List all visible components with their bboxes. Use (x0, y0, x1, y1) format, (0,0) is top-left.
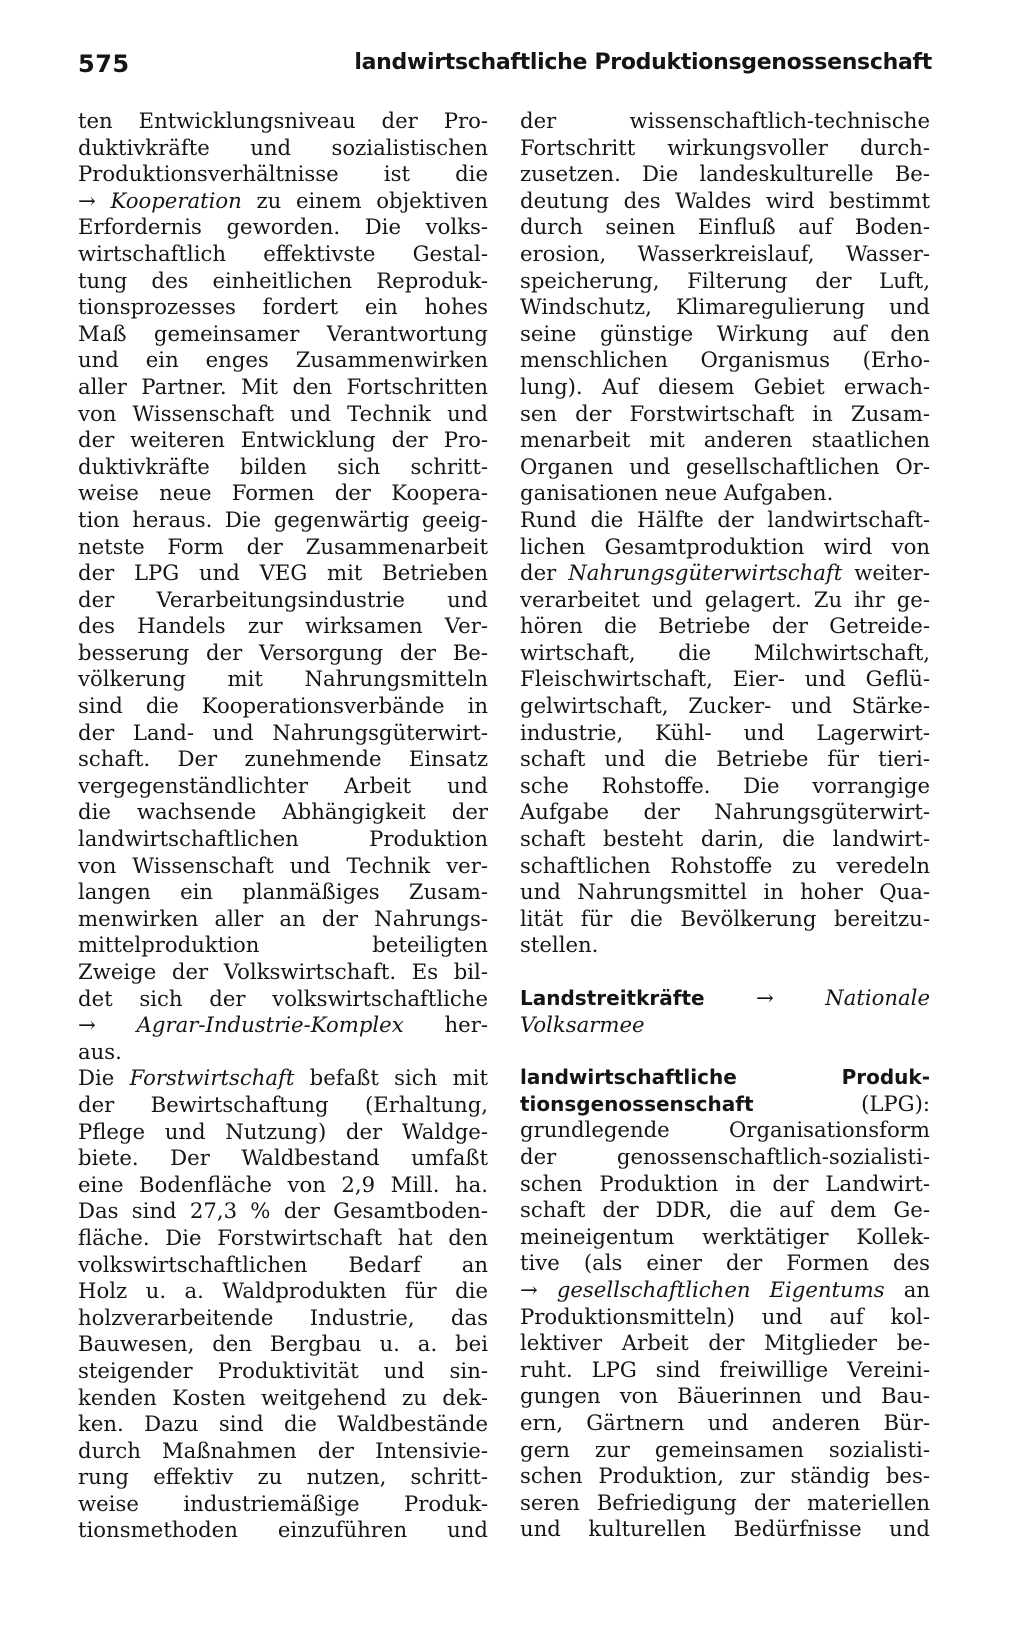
text-line: durch seinen Einfluß auf Boden- (520, 214, 930, 240)
cross-reference-arrow-icon: → (756, 985, 774, 1010)
text-line: erosion, Wasserkreislauf, Wasser- (520, 240, 930, 266)
text-line: sind die Kooperationsverbände in (78, 693, 488, 719)
text-line: mittelproduktion beteiligten (78, 932, 488, 958)
text-line: schaft. Der zunehmende Einsatz (78, 746, 488, 772)
text-line: völkerung mit Nahrungsmitteln (78, 666, 488, 692)
text-line: der Verarbeitungsindustrie und (78, 586, 488, 612)
text-line: der wissenschaftlich-technische (520, 108, 930, 133)
text-line: menschlichen Organismus (Erho- (520, 347, 930, 373)
text-line: Fleischwirtschaft, Eier- und Geflü- (520, 666, 930, 692)
text-fragment: Die (78, 1065, 115, 1091)
text-line: durch Maßnahmen der Intensivie- (78, 1437, 488, 1463)
cross-reference-link[interactable]: Volksarmee (520, 1011, 645, 1037)
text-fragment: zu einem objektiven (256, 187, 488, 213)
text-line: gungen von Bäuerinnen und Bau- (520, 1383, 930, 1409)
text-line: meineigentum werktätiger Kollek- (520, 1223, 930, 1249)
text-line: kenden Kosten weitgehend zu dek- (78, 1384, 488, 1410)
text-line: eine Bodenfläche von 2,9 Mill. ha. (78, 1171, 488, 1197)
text-line: lung). Auf diesem Gebiet erwach- (520, 373, 930, 399)
cross-reference-arrow-icon: → (78, 187, 96, 213)
text-line: lität für die Bevölkerung bereitzu- (520, 905, 930, 931)
text-line: tionsmethoden einzuführen und (78, 1517, 488, 1543)
text-fragment: an (903, 1276, 930, 1302)
text-line: ern, Gärtnern und anderen Bür- (520, 1409, 930, 1435)
text-line (520, 560, 930, 587)
text-line: deutung des Waldes wird bestimmt (520, 187, 930, 213)
entry-abbreviation: (LPG): (861, 1090, 930, 1116)
text-line: Erfordernis geworden. Die volks- (78, 214, 488, 240)
entry-headword: Landstreitkräfte (520, 986, 705, 1010)
text-line: lektiver Arbeit der Mitglieder be- (520, 1330, 930, 1356)
text-line: Maß gemeinsamer Verantwortung (78, 320, 488, 346)
text-line: schaft der DDR, die auf dem Ge- (520, 1197, 930, 1223)
text-line: zusetzen. Die landeskulturelle Be- (520, 161, 930, 187)
text-line: seren Befriedigung der materiellen (520, 1489, 930, 1515)
text-line: und ein enges Zusammenwirken (78, 347, 488, 373)
emphasized-term: Nahrungsgüterwirtschaft (568, 560, 843, 586)
text-line: der Bewirtschaftung (Erhaltung, (78, 1091, 488, 1117)
text-line: Holz u. a. Waldprodukten für die (78, 1278, 488, 1304)
text-line: der Land- und Nahrungsgüterwirt- (78, 719, 488, 745)
text-line: netste Form der Zusammenarbeit (78, 533, 488, 559)
text-line: tung des einheitlichen Reproduk- (78, 267, 488, 293)
text-line: schen Produktion, zur ständig bes- (520, 1463, 930, 1489)
entry-headword-line (520, 1064, 930, 1091)
running-head: landwirtschaftliche Produktionsgenossenschaft (354, 50, 932, 75)
text-line: landwirtschaftlichen Produktion (78, 826, 488, 852)
text-line: lichen Gesamtproduktion wird von (520, 533, 930, 559)
text-line: det sich der volkswirtschaftliche (78, 985, 488, 1011)
entry-headword: Produk- (841, 1065, 930, 1090)
text-line: Organen und gesellschaftlichen Or- (520, 453, 930, 479)
text-line: speicherung, Filterung der Luft, (520, 267, 930, 293)
text-line: tive (als einer der Formen des (520, 1250, 930, 1276)
text-line: fläche. Die Forstwirtschaft hat den (78, 1224, 488, 1250)
text-line: langen ein planmäßiges Zusam- (78, 879, 488, 905)
text-line: duktivkräfte bilden sich schritt- (78, 453, 488, 479)
text-line: und kulturellen Bedürfnisse und (520, 1516, 930, 1542)
text-line: biete. Der Waldbestand umfaßt (78, 1145, 488, 1171)
text-line: besserung der Versorgung der Be- (78, 639, 488, 665)
emphasized-term: Forstwirtschaft (129, 1065, 295, 1091)
text-line: ten Entwicklungsniveau der Pro- (78, 108, 488, 133)
text-line: Windschutz, Klimaregulierung und (520, 294, 930, 320)
text-line: hören die Betriebe der Getreide- (520, 613, 930, 639)
text-line: industrie, Kühl- und Lagerwirt- (520, 719, 930, 745)
text-line: sche Rohstoffe. Die vorrangige (520, 772, 930, 798)
text-line: grundlegende Organisationsform (520, 1117, 930, 1143)
text-line: ganisationen neue Aufgaben. (520, 480, 834, 506)
text-line: tionsprozesses fordert ein hohes (78, 294, 488, 320)
text-line: aller Partner. Mit den Fortschritten (78, 373, 488, 399)
text-line: und Nahrungsmittel in hoher Qua- (520, 879, 930, 905)
text-line: Produktionsverhältnisse ist die (78, 161, 488, 187)
cross-reference-arrow-icon: → (78, 1012, 96, 1038)
cross-reference-link[interactable]: gesellschaftlichen Eigentums (556, 1276, 885, 1302)
right-column (520, 108, 930, 1543)
text-line: seine günstige Wirkung auf den (520, 320, 930, 346)
text-line: schen Produktion in der Landwirt- (520, 1170, 930, 1196)
text-fragment: weiter- (854, 560, 930, 586)
text-line (520, 1277, 930, 1304)
text-line: Rund die Hälfte der landwirtschaft- (520, 506, 930, 532)
cross-reference-link[interactable]: Nationale (825, 985, 930, 1010)
text-line: der genossenschaftlich-sozialisti- (520, 1143, 930, 1169)
text-line: Pflege und Nutzung) der Waldge- (78, 1118, 488, 1144)
text-line: der LPG und VEG mit Betrieben (78, 560, 488, 586)
text-line: volkswirtschaftlichen Bedarf an (78, 1251, 488, 1277)
text-line: ken. Dazu sind die Waldbestände (78, 1411, 488, 1437)
text-line (78, 1065, 488, 1092)
text-line: duktivkräfte und sozialistischen (78, 134, 488, 160)
cross-reference-arrow-icon: → (520, 1276, 538, 1302)
text-line: von Wissenschaft und Technik ver- (78, 852, 488, 878)
text-line: stellen. (520, 932, 599, 958)
text-line: gelwirtschaft, Zucker- und Stärke- (520, 693, 930, 719)
text-line: der weiteren Entwicklung der Pro- (78, 427, 488, 453)
text-line: die wachsende Abhängigkeit der (78, 799, 488, 825)
text-line: menwirken aller an der Nahrungs- (78, 905, 488, 931)
text-line: schaftlichen Rohstoffe zu veredeln (520, 852, 930, 878)
text-line: weise neue Formen der Koopera- (78, 480, 488, 506)
text-line: Das sind 27,3 % der Gesamtboden- (78, 1198, 488, 1224)
text-line: schaft besteht darin, die landwirt- (520, 826, 930, 852)
text-line: tion heraus. Die gegenwärtig geeig- (78, 506, 488, 532)
entry-headword: landwirtschaftliche (520, 1065, 737, 1090)
text-line: verarbeitet und gelagert. Zu ihr ge- (520, 586, 930, 612)
text-line: Zweige der Volkswirtschaft. Es bil- (78, 959, 488, 984)
text-line: steigender Produktivität und sin- (78, 1357, 488, 1383)
text-line: wirtschaftlich effektivste Gestal- (78, 240, 488, 266)
cross-reference-link[interactable]: Agrar-Industrie-Komplex (136, 1012, 404, 1038)
text-line: weise industriemäßige Produk- (78, 1490, 488, 1516)
text-line: Bauwesen, den Bergbau u. a. bei (78, 1331, 488, 1357)
cross-reference-link[interactable]: Kooperation (110, 187, 242, 213)
text-line: menarbeit mit anderen staatlichen (520, 427, 930, 453)
text-line: wirtschaft, die Milchwirtschaft, (520, 639, 930, 665)
entry-separator (520, 1038, 930, 1064)
left-column (78, 108, 488, 1544)
text-line: aus. (78, 1038, 122, 1064)
entry-separator (520, 959, 930, 985)
text-line (78, 188, 488, 215)
text-line: ruht. LPG sind freiwillige Vereini- (520, 1356, 930, 1382)
text-line: Aufgabe der Nahrungsgüterwirt- (520, 799, 930, 825)
entry-headword-line (520, 1091, 930, 1118)
text-line: Produktionsmitteln) und auf kol- (520, 1303, 930, 1329)
entry-headword: tionsgenossenschaft (520, 1091, 754, 1116)
text-fragment: befaßt sich mit (309, 1065, 488, 1091)
text-line: holzverarbeitende Industrie, das (78, 1304, 488, 1330)
text-line: sen der Forstwirtschaft in Zusam- (520, 400, 930, 426)
page-number: 575 (78, 50, 130, 78)
text-line (78, 1012, 488, 1039)
text-fragment: her- (444, 1012, 488, 1038)
text-line: gern zur gemeinsamen sozialisti- (520, 1436, 930, 1462)
text-line: vergegenständlichter Arbeit und (78, 772, 488, 798)
text-line: rung effektiv zu nutzen, schritt- (78, 1464, 488, 1490)
text-line: von Wissenschaft und Technik und (78, 400, 488, 426)
text-line: schaft und die Betriebe für tieri- (520, 746, 930, 772)
text-line: des Handels zur wirksamen Ver- (78, 613, 488, 639)
text-fragment: der (520, 560, 557, 586)
text-line: Fortschritt wirkungsvoller durch- (520, 134, 930, 160)
entry-landstreitkraefte (520, 985, 930, 1012)
